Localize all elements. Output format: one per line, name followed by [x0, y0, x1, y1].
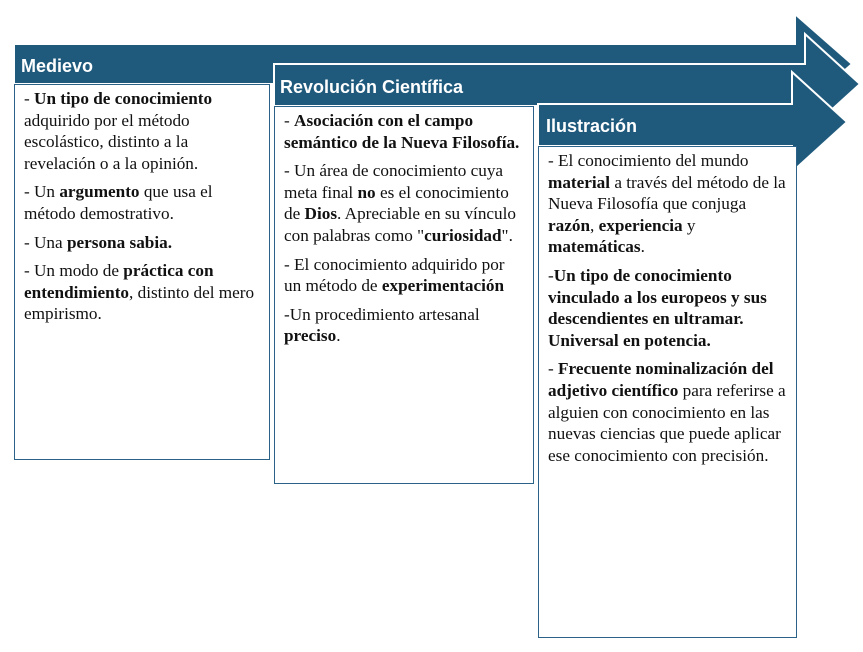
text: .: [336, 326, 341, 346]
list-item: [24, 260, 261, 325]
column-title-medievo: Medievo: [21, 56, 94, 76]
text: -: [548, 359, 559, 379]
bold-text: experimentación: [381, 276, 505, 296]
text: - Una: [24, 232, 67, 252]
text: , distinto del mero empirismo.: [24, 282, 255, 324]
bold-text: Un tipo de conocimiento vinculado a los europeos y sus descendientes en ultramar. Universal en potencia.: [548, 265, 767, 350]
bold-text: preciso: [284, 326, 337, 346]
text: ,: [590, 215, 599, 235]
text: Un área de conocimiento cuya meta final: [284, 161, 504, 202]
text: y: [682, 215, 696, 235]
list-item: [284, 110, 525, 153]
text: -: [284, 111, 295, 130]
bold-text: razón: [548, 215, 591, 235]
list-item: [548, 150, 788, 258]
text: -Un procedimiento artesanal: [284, 304, 480, 324]
bold-text: argumento: [59, 182, 140, 202]
text: . Apreciable en su vínculo con palabras como ": [284, 204, 516, 245]
text: a través del método de la Nueva Filosofía que conjuga: [548, 172, 786, 214]
text: - Un: [24, 182, 60, 202]
text: - El conocimiento del mundo: [548, 151, 749, 170]
bold-text: curiosidad: [424, 225, 502, 245]
text: -: [284, 161, 295, 181]
bold-text: Dios: [304, 204, 338, 224]
text: es el conocimiento de: [284, 182, 509, 224]
column-title-ilustracion: Ilustración: [546, 116, 638, 136]
text: que usa el método demostrativo.: [24, 182, 213, 223]
text: - Un modo de: [24, 261, 124, 281]
text: -: [548, 265, 554, 285]
text: ".: [501, 225, 513, 245]
text: - El conocimiento adquirido por un método de: [284, 254, 505, 296]
bold-text: Asociación con el campo semántico de la Nueva Filosofía.: [284, 111, 520, 152]
bold-text: práctica con entendimiento: [24, 261, 214, 302]
bold-text: experiencia: [598, 215, 683, 235]
content-box-ilustracion: [538, 146, 797, 638]
text: .: [640, 237, 645, 257]
text: -: [24, 89, 35, 108]
list-item: [24, 181, 261, 224]
bold-text: persona sabia.: [66, 232, 173, 252]
content-box-revolucion-cientifica: [274, 106, 534, 484]
bold-text: Un tipo de conocimiento: [34, 89, 213, 108]
list-item: [284, 254, 525, 297]
column-title-revolucion-cientifica: Revolución Científica: [280, 77, 464, 97]
content-box-medievo: [14, 84, 270, 460]
list-item: [548, 265, 788, 351]
text: para referirse a alguien con conocimiento en las nuevas ciencias que puede aplicar ese conocimiento con precisión.: [548, 380, 786, 465]
bold-text: Frecuente nominalización del adjetivo científico: [548, 359, 774, 400]
list-item: [24, 88, 261, 174]
bold-text: matemáticas: [548, 237, 641, 257]
bold-text: material: [548, 172, 611, 192]
list-item: [284, 160, 525, 246]
list-item: [284, 304, 525, 347]
text: adquirido por el método escolástico, distinto a la revelación o a la opinión.: [24, 110, 199, 173]
list-item: [548, 358, 788, 466]
list-item: [24, 232, 261, 254]
bold-text: no: [357, 182, 376, 202]
